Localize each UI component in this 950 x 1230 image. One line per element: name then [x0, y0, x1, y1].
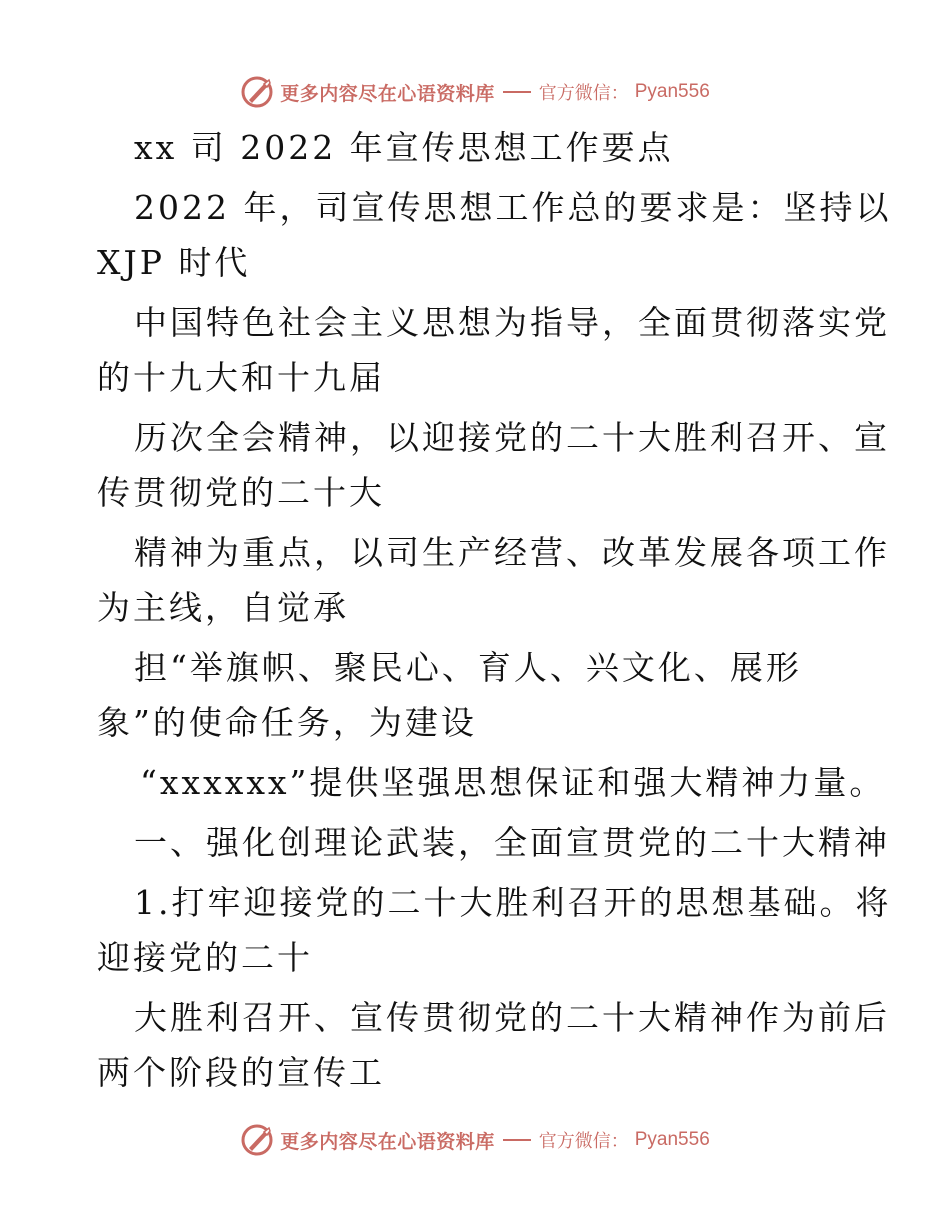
watermark-sub-text: 官方微信： [538, 1131, 629, 1152]
paragraph-line: 担“举旗帜、聚民心、育人、兴文化、展形 [134, 648, 802, 687]
paragraph-line: 精神为重点，以司生产经营、改革发展各项工作 [134, 533, 890, 572]
paragraph-line: 两个阶段的宣传工 [97, 1053, 385, 1092]
watermark-wechat-id: Pyan556 [634, 81, 710, 102]
library-logo-icon [240, 75, 274, 109]
watermark-main-text: 更多内容尽在心语资料库 [280, 82, 495, 105]
watermark-wechat-id: Pyan556 [634, 1129, 710, 1150]
header-watermark [0, 72, 950, 112]
watermark-sub-text: 官方微信： [538, 83, 629, 104]
paragraph-line: XJP 时代 [97, 243, 251, 282]
paragraph-line: 1.打牢迎接党的二十大胜利召开的思想基础。将 [134, 883, 892, 922]
paragraph-line: 象”的使命任务，为建设 [97, 703, 477, 742]
document-title: xx 司 2022 年宣传思想工作要点 [134, 128, 674, 167]
paragraph-line: 为主线，自觉承 [97, 588, 349, 627]
watermark-dash [503, 91, 531, 93]
section-heading: 一、强化创理论武装，全面宣贯党的二十大精神 [134, 823, 890, 862]
paragraph-line: 2022 年，司宣传思想工作总的要求是：坚持以 [134, 188, 892, 227]
library-logo-icon [240, 1123, 274, 1157]
paragraph-line: 的十九大和十九届 [97, 358, 385, 397]
paragraph-line: 历次全会精神，以迎接党的二十大胜利召开、宣 [134, 418, 890, 457]
paragraph-line: 迎接党的二十 [97, 938, 313, 977]
paragraph-line: 传贯彻党的二十大 [97, 473, 385, 512]
paragraph-line: 中国特色社会主义思想为指导，全面贯彻落实党 [134, 303, 890, 342]
footer-watermark [0, 1120, 950, 1160]
paragraph-line: 大胜利召开、宣传贯彻党的二十大精神作为前后 [134, 998, 890, 1037]
paragraph-line: “xxxxxx”提供坚强思想保证和强大精神力量。 [140, 763, 886, 802]
watermark-main-text: 更多内容尽在心语资料库 [280, 1130, 495, 1153]
watermark-dash [503, 1139, 531, 1141]
